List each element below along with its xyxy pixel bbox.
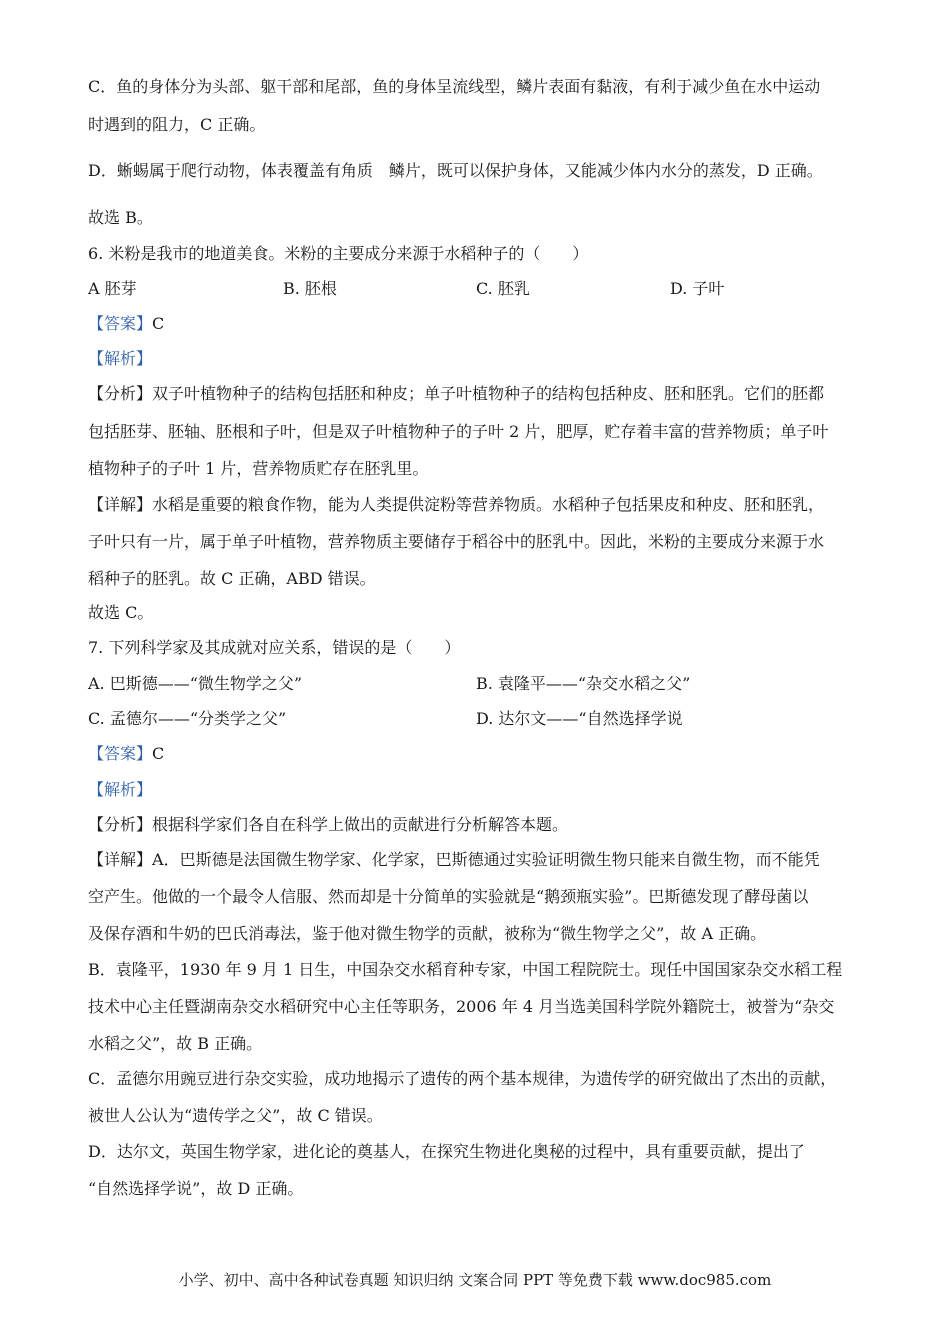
q7-option-d: D. 达尔文——“自然选择学说 — [476, 709, 683, 728]
q7-xiangjie-b-line1: B．袁隆平，1930 年 9 月 1 日生，中国杂交水稻育种专家，中国工程院院士。现任中国国家杂交水稻工程 — [88, 960, 843, 979]
q7-option-a: A. 巴斯德——“微生物学之父” — [88, 674, 303, 693]
q7-fenxi-line — [88, 815, 568, 835]
q5-option-d-explanation: D．蜥蜴属于爬行动物，体表覆盖有角质 鳞片，既可以保护身体，又能减少体内水分的蒸发，D 正确。 — [88, 161, 823, 180]
q6-xiangjie-line2: 子叶只有一片，属于单子叶植物，营养物质主要储存于稻谷中的胚乳中。因此，米粉的主要成分来源于水 — [88, 532, 825, 551]
answer-tag: 【答案】 — [88, 314, 153, 333]
q6-answer-line — [88, 314, 164, 334]
q6-fenxi-text1: 双子叶植物种子的结构包括胚和种皮；单子叶植物种子的结构包括种皮、胚和胚乳。它们的胚都 — [152, 384, 825, 403]
q7-xiangjie-d-line2: “自然选择学说”，故 D 正确。 — [88, 1179, 304, 1198]
fenxi-tag: 【分析】 — [88, 384, 153, 403]
q6-option-d: D. 子叶 — [670, 279, 725, 298]
page-footer: 小学、初中、高中各种试卷真题 知识归纳 文案合同 PPT 等免费下载 www.doc985.com — [178, 1271, 772, 1289]
xiangjie-tag: 【详解】 — [88, 850, 153, 869]
answer-tag: 【答案】 — [88, 744, 153, 763]
q6-xiangjie-text1: 水稻是重要的粮食作物，能为人类提供淀粉等营养物质。水稻种子包括果皮和种皮、胚和胚乳， — [152, 495, 825, 514]
q7-xiangjie-a-line3: 及保存酒和牛奶的巴氏消毒法，鉴于他对微生物学的贡献，被称为“微生物学之父”，故 A 正确。 — [88, 924, 767, 943]
q7-stem: 7. 下列科学家及其成就对应关系，错误的是（ ） — [88, 638, 461, 657]
q6-xiangjie-line1 — [88, 495, 824, 515]
q6-option-c: C. 胚乳 — [476, 279, 530, 298]
q6-answer: C — [152, 314, 165, 333]
fenxi-tag: 【分析】 — [88, 815, 153, 834]
q5-conclusion: 故选 B。 — [88, 208, 153, 227]
q7-xiangjie-c-line2: 被世人公认为“遗传学之父”，故 C 错误。 — [88, 1106, 383, 1125]
q7-fenxi-text: 根据科学家们各自在科学上做出的贡献进行分析解答本题。 — [152, 815, 569, 834]
q7-option-b: B. 袁隆平——“杂交水稻之父” — [476, 674, 691, 693]
xiangjie-tag: 【详解】 — [88, 495, 153, 514]
q6-fenxi-line1 — [88, 384, 824, 404]
q7-answer-line — [88, 744, 164, 764]
q6-stem: 6. 米粉是我市的地道美食。米粉的主要成分来源于水稻种子的（ ） — [88, 244, 589, 263]
q6-option-b: B. 胚根 — [283, 279, 337, 298]
q7-xiangjie-b-line2: 技术中心主任暨湖南杂交水稻研究中心主任等职务，2006 年 4 月当选美国科学院外籍院士，被誉为“杂交 — [88, 997, 835, 1016]
q7-answer: C — [152, 744, 165, 763]
q7-xiangjie-a-line1 — [88, 850, 820, 870]
q6-analysis-tag: 【解析】 — [88, 349, 153, 368]
q7-analysis-tag: 【解析】 — [88, 780, 153, 799]
q7-xiangjie-a-text1: A．巴斯德是法国微生物学家、化学家，巴斯德通过实验证明微生物只能来自微生物，而不能凭 — [152, 850, 820, 869]
q5-option-c-explanation-line1: C．鱼的身体分为头部、躯干部和尾部，鱼的身体呈流线型，鳞片表面有黏液，有利于减少鱼在水中运动 — [88, 77, 821, 96]
q6-fenxi-line3: 植物种子的子叶 1 片，营养物质贮存在胚乳里。 — [88, 459, 429, 478]
q7-xiangjie-b-line3: 水稻之父”，故 B 正确。 — [88, 1034, 263, 1053]
q7-option-c: C. 孟德尔——“分类学之父” — [88, 709, 287, 728]
q6-option-a: A 胚芽 — [88, 279, 137, 298]
q7-xiangjie-a-line2: 空产生。他做的一个最令人信服、然而却是十分简单的实验就是“鹅颈瓶实验”。巴斯德发现了酵母菌以 — [88, 887, 809, 906]
q5-option-c-explanation-line2: 时遇到的阻力，C 正确。 — [88, 115, 266, 134]
q6-fenxi-line2: 包括胚芽、胚轴、胚根和子叶，但是双子叶植物种子的子叶 2 片，肥厚，贮存着丰富的营养物质；单子叶 — [88, 422, 829, 441]
q7-xiangjie-d-line1: D．达尔文，英国生物学家，进化论的奠基人，在探究生物进化奥秘的过程中，具有重要贡献，提出了 — [88, 1142, 805, 1161]
q7-xiangjie-c-line1: C．孟德尔用豌豆进行杂交实验，成功地揭示了遗传的两个基本规律，为遗传学的研究做出了杰出的贡献， — [88, 1069, 837, 1088]
q6-xiangjie-line3: 稻种子的胚乳。故 C 正确，ABD 错误。 — [88, 569, 376, 588]
q6-conclusion: 故选 C。 — [88, 603, 154, 622]
